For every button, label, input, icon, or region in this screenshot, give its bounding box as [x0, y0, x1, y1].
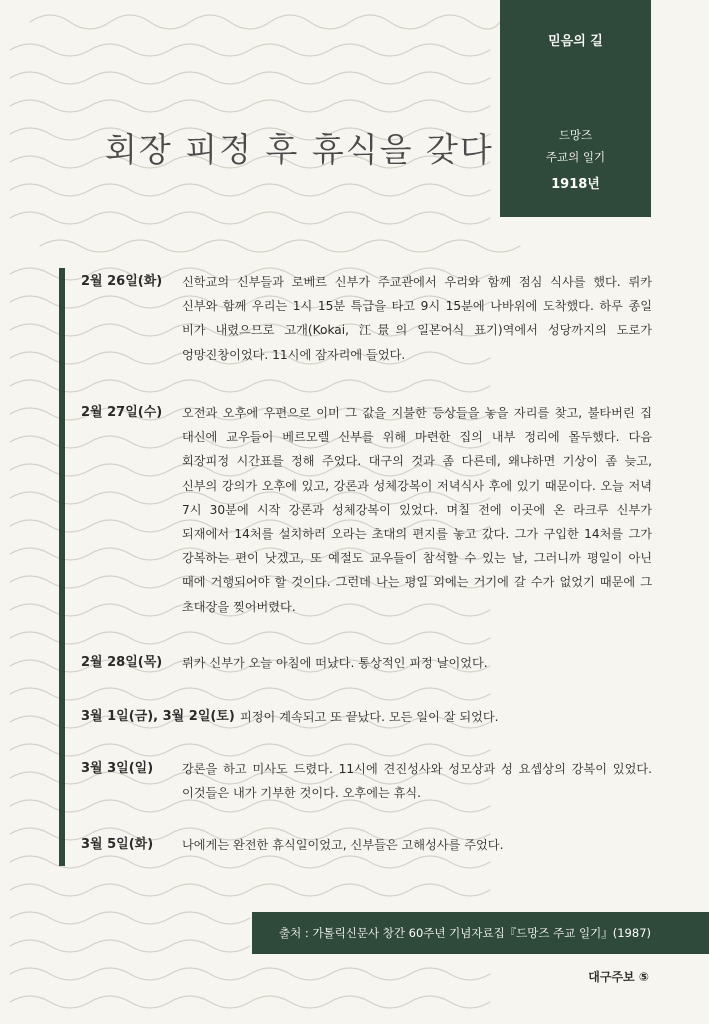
entry-text: 뤼카 신부가 오늘 아침에 떠났다. 통상적인 피정 날이었다.	[182, 656, 488, 670]
series-header-box	[500, 0, 651, 217]
entry-text: 피정이 계속되고 또 끝났다. 모든 일이 잘 되었다.	[240, 710, 499, 724]
entry-date: 3월 5일(화)	[81, 837, 154, 852]
entry-date: 2월 26일(화)	[81, 274, 163, 289]
entry-date: 2월 27일(수)	[81, 405, 163, 420]
entry-text: 오전과 오후에 우편으로 이미 그 값을 지불한 등상들을 놓을 자리를 찾고, 불타버린 집 대신에 교우들이 베르모렐 신부를 위해 마련한 집의 내부 정리에 몰두했다. 다음 회장피정 시간표를 정해 주었다. 대구의 것과 좀 다른데, 왜냐하면 기상이 좀 늦고, 신부의 강의가 오후에 있고, 강론과 성체강복이 저녁식사 후에 있기 때문이다. 오늘 저녁 7시 30분에 시작 강론과 성체강복이 있었다. 며칠 전에 이곳에 온 라크루 신부가 되재에서 14처를 설치하러 오라는 초대의 편지를 놓고 갔다. 그가 구입한 14처를 그가 강복하는 편이 낫겠고, 또 예절도 교우들이 참석할 수 있는 날, 그러니까 평일이 아닌 때에 거행되어야 할 것이다. 그런데 나는 평일 외에는 거기에 갈 수가 없었기 때문에 그 초대장을 찢어버렸다.	[182, 406, 652, 614]
series-year: 1918년	[551, 177, 600, 192]
entry-text: 강론을 하고 미사도 드렸다. 11시에 견진성사와 성모상과 성 요셉상의 강복이 있었다. 이것들은 내가 기부한 것이다. 오후에는 휴식.	[182, 762, 652, 801]
series-subtitle: 주교의 일기	[545, 150, 606, 164]
left-accent-bar	[59, 268, 65, 866]
entry-date: 3월 1일(금), 3월 2일(토)	[81, 709, 235, 724]
entry-date: 2월 28일(목)	[81, 655, 163, 670]
source-citation: 출처 : 가톨릭신문사 창간 60주년 기념자료집『드망즈 주교 일기』(1987)	[252, 912, 709, 954]
entry-date: 3월 3일(일)	[81, 761, 154, 776]
series-name: 드망즈	[558, 128, 593, 142]
entry-text: 나에게는 완전한 휴식일이었고, 신부들은 고해성사를 주었다.	[182, 838, 504, 852]
page-title: 회장 피정 후 휴식을 갖다	[105, 130, 494, 169]
page-footer: 대구주보 ⑤	[588, 970, 649, 984]
entry-text: 신학교의 신부들과 로베르 신부가 주교관에서 우리와 함께 점심 식사를 했다. 뤼카 신부와 함께 우리는 1시 15분 특급을 타고 9시 15분에 나바위에 도착했다. 하루 종일 비가 내렸으므로 고개(Kokai, 江景의 일본어식 표기)역에서 성당까지의 도로가 엉망진창이었다. 11시에 잠자리에 들었다.	[182, 275, 652, 362]
section-label: 믿음의 길	[548, 34, 603, 49]
